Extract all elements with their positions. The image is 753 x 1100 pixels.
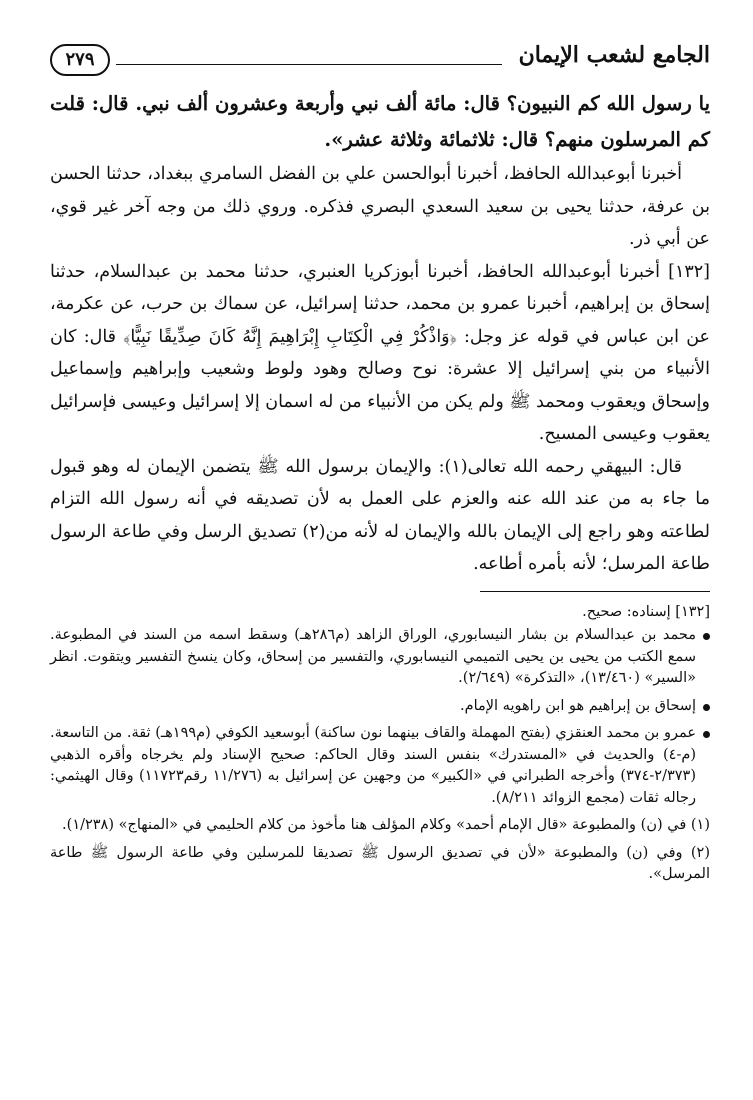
hadith-132: [١٣٢] أخبرنا أبوعبدالله الحافظ، أخبرنا أبوزكريا العنبري، حدثنا محمد بن عبدالسلام، حدثنا إسحاق بن إبراهيم، أخبرنا عمرو بن محمد، حدثنا إسرائيل، عن سماك بن حرب، عن عكرمة، عن ابن عباس في قوله عز وجل: ﴿وَاذْكُرْ فِي الْكِتَابِ إِبْرَاهِيمَ إِنَّهُ كَانَ صِدِّيقًا نَبِيًّا﴾ قال: كان الأنبياء من بني إسرائيل إلا عشرة: نوح وصالح وهود ولوط وشعيب وإبراهيم وإسماعيل وإسحاق ويعقوب ومحمد ﷺ ولم يكن من الأنبياء من له اسمان إلا إسرائيل وعيسى فإسرائيل يعقوب وعيسى المسيح. [50, 261, 710, 444]
main-text [50, 86, 710, 581]
narrator-note: إسحاق بن إبراهيم هو ابن راهويه الإمام. [50, 696, 710, 718]
bullet-icon [703, 633, 710, 640]
page-number: ٢٧٩ [50, 44, 110, 76]
isnad-grade: [١٣٢] إسناده: صحيح. [582, 603, 710, 620]
running-header [50, 40, 710, 86]
footnote-1: (١) في (ن) والمطبوعة «قال الإمام أحمد» وكلام المؤلف هنا مأخوذ من كلام الحليمي في «المنهاج» (١/٢٣٨). [62, 817, 710, 833]
bullet-icon [703, 704, 710, 711]
bullet-icon [703, 731, 710, 738]
narrator-note: عمرو بن محمد العنقزي (بفتح المهملة والقاف بينهما نون ساكنة) أبوسعيد الكوفي (م١٩٩هـ) ثقة. من التاسعة. (م-٤) والحديث في «المستدرك» بنفس السند وقال الحاكم: صحيح الإسناد ولم يخرجاه وأقره الذهبي (٢/٣٧٣-٣٧٤) وأخرجه الطبراني في «الكبير» من وجهين عن إسرائيل به (١١/٢٧٦ رقم١١٧٢٣) وقال الهيثمي: رجاله ثقات (مجمع الزوائد ٨/٢١١). [50, 723, 710, 809]
header-rule [116, 64, 502, 65]
book-page [50, 40, 710, 886]
isnad-paragraph: أخبرنا أبوعبدالله الحافظ، أخبرنا أبوالحسن علي بن الفضل السامري ببغداد، حدثنا الحسن بن عرفة، حدثنا يحيى بن سعيد السعدي البصري فذكره. وروي ذلك من وجه آخر غير قوي، عن أبي ذر. [50, 164, 710, 249]
footnote-2: (٢) وفي (ن) والمطبوعة «لأن في تصديق الرسول ﷺ تصديقا للمرسلين وفي طاعة الرسول ﷺ طاعة المرسل». [50, 844, 710, 882]
footnotes [50, 602, 710, 886]
hadith-text: يا رسول الله كم النبيون؟ قال: مائة ألف نبي وأربعة وعشرون ألف نبي. قال: قلت كم المرسلون منهم؟ قال: ثلاثمائة وثلاثة عشر». [50, 92, 710, 151]
footnote-separator [480, 591, 710, 592]
book-title: الجامع لشعب الإيمان [518, 42, 710, 68]
narrator-notes [50, 625, 710, 809]
narrator-note: محمد بن عبدالسلام بن بشار النيسابوري، الوراق الزاهد (م٢٨٦هـ) وسقط اسمه من السند في المطبوعة. سمع الكتب من يحيى بن يحيى التميمي النيسابوري، والتفسير من إسحاق، وكان ينسخ التفسير ويتقوت. انظر «السير» (١٣/٤٦٠)، «التذكرة» (٢/٦٤٩). [50, 625, 710, 690]
bayhaqi-comment: قال: البيهقي رحمه الله تعالى(١): والإيمان برسول الله ﷺ يتضمن الإيمان له وهو قبول ما جاء به من عند الله عنه والعزم على العمل به لأن تصديقه في أنه رسول الله التزام لطاعته وهو راجع إلى الإيمان بالله والإيمان له لأنه من(٢) تصديق الرسل وفي طاعة الرسول طاعة المرسل؛ لأنه بأمره أطاعه. [50, 456, 710, 574]
